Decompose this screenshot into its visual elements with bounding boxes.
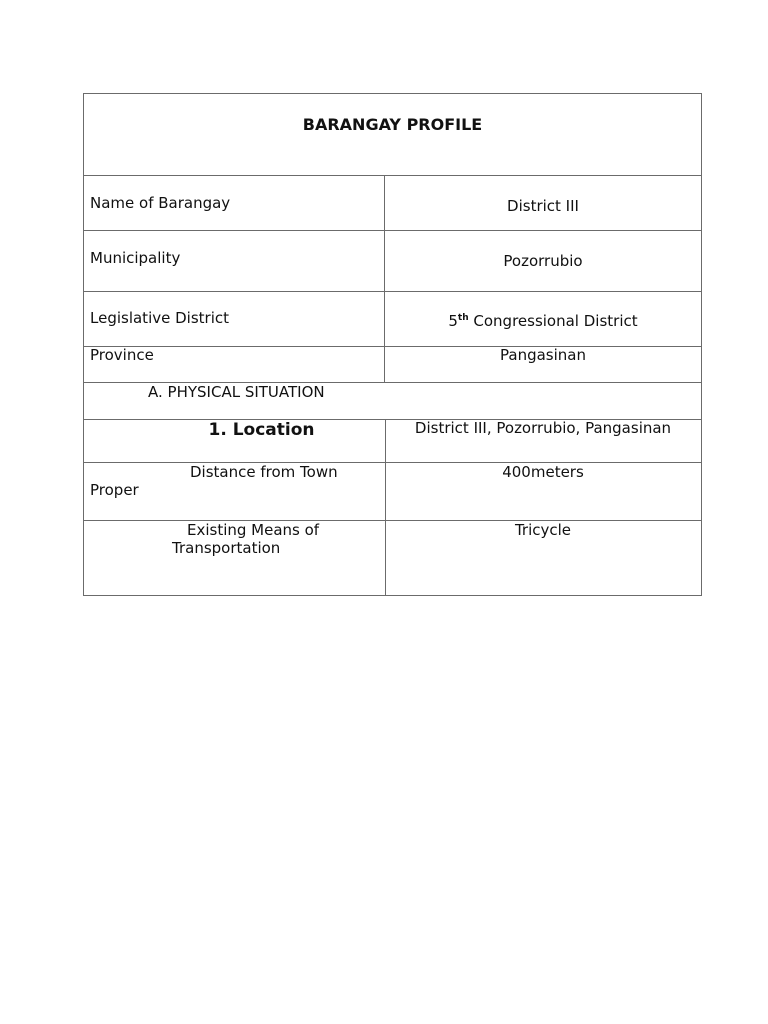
page-title: BARANGAY PROFILE <box>302 115 483 134</box>
municipality-value: Pozorrubio <box>503 252 583 270</box>
name-of-barangay-value: District III <box>507 197 579 215</box>
municipality-label: Municipality <box>90 249 181 267</box>
legislative-district-value: 5th Congressional District <box>448 312 638 330</box>
transport-label-cont: Transportation <box>172 539 281 557</box>
barangay-profile-table <box>83 93 702 596</box>
row-divider <box>84 291 701 292</box>
legislative-district-label: Legislative District <box>90 309 229 327</box>
location-label: 1. Location <box>208 420 315 440</box>
province-label: Province <box>90 346 154 364</box>
location-value: District III, Pozorrubio, Pangasinan <box>414 419 672 437</box>
row-divider <box>84 230 701 231</box>
transport-label: Existing Means of <box>187 521 320 539</box>
province-value: Pangasinan <box>500 346 586 364</box>
column-divider <box>385 419 386 596</box>
distance-label: Distance from Town <box>190 463 338 481</box>
distance-value: 400meters <box>502 463 584 481</box>
section-heading: A. PHYSICAL SITUATION <box>148 383 325 401</box>
transport-value: Tricycle <box>514 521 572 539</box>
name-of-barangay-label: Name of Barangay <box>90 194 231 212</box>
distance-label-cont: Proper <box>90 481 139 499</box>
row-divider <box>84 175 701 176</box>
